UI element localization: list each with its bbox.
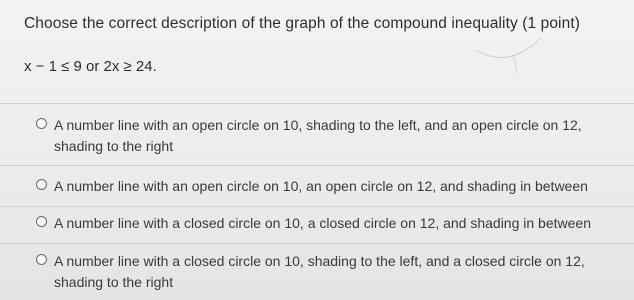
- answer-option-2[interactable]: [36, 176, 626, 197]
- radio-button-icon[interactable]: [36, 216, 47, 227]
- question-block: [24, 14, 624, 77]
- radio-button-icon[interactable]: [36, 254, 47, 265]
- radio-button-icon[interactable]: [36, 118, 47, 129]
- question-title: Choose the correct description of the graph of the compound inequality (1 point): [24, 15, 580, 32]
- answer-option-label: A number line with an open circle on 10, shading to the left, and an open circle on 12, shading to the right: [54, 117, 582, 154]
- answer-option-1[interactable]: [36, 115, 626, 157]
- divider: [0, 206, 634, 207]
- answer-option-label: A number line with a closed circle on 10, shading to the left, and a closed circle on 12, shading to the right: [54, 253, 585, 290]
- answer-option-label: A number line with an open circle on 10, an open circle on 12, and shading in between: [54, 178, 588, 194]
- answer-option-3[interactable]: [36, 213, 626, 234]
- question-expression: x − 1 ≤ 9 or 2x ≥ 24.: [24, 58, 157, 75]
- divider: [0, 165, 634, 166]
- answer-option-label: A number line with a closed circle on 10, a closed circle on 12, and shading in between: [54, 215, 591, 231]
- divider: [0, 103, 634, 104]
- divider: [0, 243, 634, 244]
- answer-option-4[interactable]: [36, 251, 626, 293]
- radio-button-icon[interactable]: [36, 179, 47, 190]
